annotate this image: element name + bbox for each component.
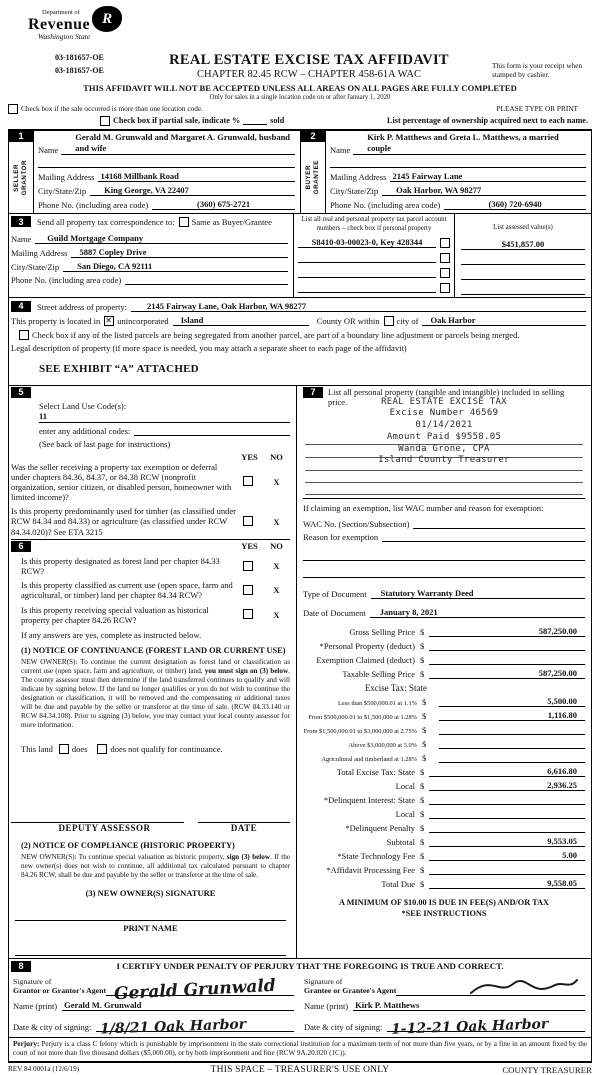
tier-2-label: From $500,000.01 to $1,500,000 at 1.28% bbox=[308, 713, 417, 721]
subtotal-field[interactable]: 9,553.05 bbox=[429, 836, 585, 847]
logo-dept-text: Department of bbox=[42, 9, 80, 16]
tier-2-field[interactable]: 1,116.80 bbox=[439, 710, 585, 721]
parcel-number-field-3[interactable] bbox=[298, 267, 436, 278]
dollar-sign: $ bbox=[420, 850, 425, 861]
seller-side-label: SELLER bbox=[12, 163, 20, 192]
partial-sale-percent-field[interactable] bbox=[243, 116, 267, 125]
parcel-personal-checkbox-3[interactable] bbox=[440, 268, 450, 278]
dollar-sign: $ bbox=[420, 836, 425, 847]
corr-csz-field[interactable]: San Diego, CA 92111 bbox=[63, 261, 288, 272]
same-as-buyer-label: Same as Buyer/Grantee bbox=[191, 216, 272, 227]
seller-name-field[interactable]: Gerald M. Grunwald and Margaret A. Grunwald, husband and wife bbox=[61, 132, 295, 155]
seller-csz-label: City/State/Zip bbox=[38, 186, 87, 197]
see-back-note: (See back of last page for instructions) bbox=[39, 438, 171, 449]
additional-codes-field[interactable] bbox=[134, 426, 290, 436]
logo-revenue-text: Revenue bbox=[28, 15, 91, 33]
form-number-1: 03-181657-OE bbox=[55, 53, 104, 62]
buyer-name-field[interactable]: Kirk P. Matthews and Greta L. Matthews, a married couple bbox=[353, 132, 586, 155]
treasurer-stamp bbox=[303, 397, 585, 467]
land-use-column bbox=[9, 386, 297, 958]
perjury-notice bbox=[9, 1037, 591, 1061]
buyer-address-field[interactable]: 2145 Fairway Lane bbox=[390, 171, 586, 182]
buyer-csz-field[interactable]: Oak Harbor, WA 98277 bbox=[382, 185, 586, 196]
s6-q1-no-answer[interactable]: X bbox=[273, 561, 280, 572]
street-address-field[interactable]: 2145 Fairway Lane, Oak Harbor, WA 98277 bbox=[131, 301, 586, 312]
date-of-document-field[interactable]: January 8, 2021 bbox=[370, 607, 585, 618]
s6-question-2: Is this property classified as current use (open space, farm and agricultural, or timber) land per chapter 84.34 RCW? bbox=[21, 580, 233, 601]
grantor-name-print-field[interactable]: Gerald M. Grunwald bbox=[62, 1000, 294, 1011]
form-title: REAL ESTATE EXCISE TAX AFFIDAVIT bbox=[169, 52, 449, 68]
please-type-note: PLEASE TYPE OR PRINT bbox=[496, 104, 578, 114]
dollar-sign: $ bbox=[422, 710, 427, 721]
buyer-side-label: BUYER bbox=[304, 165, 312, 190]
grantee-side-label: GRANTEE bbox=[313, 160, 320, 195]
city-of-label: city of bbox=[396, 315, 419, 326]
delinquent-interest-local-field[interactable] bbox=[429, 808, 585, 819]
deputy-date-field[interactable] bbox=[198, 812, 290, 823]
assessed-value-field-3[interactable] bbox=[461, 269, 585, 280]
street-address-label: Street address of property: bbox=[37, 301, 127, 312]
grantee-date-city-field[interactable] bbox=[387, 1015, 585, 1038]
does-label: does bbox=[71, 743, 88, 754]
state-technology-fee-label: *State Technology Fee bbox=[337, 850, 415, 861]
exemption-heading: If claiming an exemption, list WAC number and reason for exemption: bbox=[303, 502, 544, 513]
affidavit-processing-fee-field[interactable] bbox=[429, 864, 585, 875]
form-number-2: 03-181657-OE bbox=[55, 65, 104, 75]
tax-correspondence-section bbox=[9, 214, 591, 297]
certify-statement: I CERTIFY UNDER PENALTY OF PERJURY THAT THE FOREGOING IS TRUE AND CORRECT. bbox=[116, 961, 504, 972]
seller-address-label: Mailing Address bbox=[38, 172, 95, 183]
excise-tax-state-header: Excise Tax: State bbox=[364, 682, 427, 693]
parcel-number-field-4[interactable] bbox=[298, 282, 436, 293]
grantor-name-print-label: Name (print) bbox=[13, 1000, 58, 1011]
wac-number-field[interactable] bbox=[413, 519, 585, 529]
notice-continuance-text-bold: you must sign on (3) below bbox=[204, 666, 289, 675]
total-due-label: Total Due bbox=[381, 878, 415, 889]
this-land-label: This land bbox=[21, 743, 53, 754]
stamp-line-6: Island County Treasurer bbox=[378, 455, 510, 466]
grantee-date-city-label: Date & city of signing: bbox=[304, 1021, 383, 1032]
dollar-sign: $ bbox=[420, 654, 425, 665]
grantee-date-city-handwriting: 1-12-21 Oak Harbor bbox=[391, 1016, 549, 1038]
segregated-label: Check box if any of the listed parcels are being segregated from another parcel, are part of a boundary line adjustment or parcels being merged. bbox=[32, 329, 520, 340]
deputy-assessor-label: DEPUTY ASSESSOR bbox=[58, 822, 151, 833]
dor-r-mark-icon: R bbox=[92, 6, 122, 32]
tier-4-field[interactable] bbox=[439, 738, 585, 749]
subtotal-label: Subtotal bbox=[386, 836, 415, 847]
seller-name-label: Name bbox=[38, 145, 59, 156]
reason-exemption-field-3[interactable] bbox=[303, 567, 585, 578]
stamp-line-3: 01/14/2021 bbox=[415, 420, 473, 431]
grantor-side-label: GRANTOR bbox=[21, 160, 28, 196]
legal-description-label: Legal description of property (if more space is needed, you may attach a separate sheet to each page of the affidavit) bbox=[11, 342, 407, 353]
grantor-signature-handwriting: Gerald Grunwald bbox=[113, 975, 277, 1005]
buyer-phone-label: Phone No. (including area code) bbox=[330, 200, 441, 211]
stamp-line-4: Amount Paid $9558.05 bbox=[386, 431, 502, 442]
section-7-number: 7 bbox=[303, 387, 323, 398]
grantee-name-print-field[interactable]: Kirk P. Matthews bbox=[353, 1000, 585, 1011]
gross-selling-price-field[interactable]: 587,250.00 bbox=[429, 626, 585, 637]
assessed-value-field-4[interactable] bbox=[461, 284, 585, 295]
tier-1-field[interactable]: 5,500.00 bbox=[439, 696, 585, 707]
delinquent-penalty-field[interactable] bbox=[429, 822, 585, 833]
parcel-number-field-2[interactable] bbox=[298, 252, 436, 263]
dollar-sign: $ bbox=[422, 696, 427, 707]
multi-location-checkbox[interactable] bbox=[8, 104, 18, 114]
s6-question-3: Is this property receiving special valuation as historical property per chapter 84.26 RCW? bbox=[21, 604, 209, 625]
partial-sale-checkbox[interactable] bbox=[100, 116, 110, 126]
segregated-checkbox[interactable] bbox=[19, 330, 29, 340]
reason-exemption-field[interactable] bbox=[382, 532, 585, 542]
tax-computation-column bbox=[297, 386, 591, 958]
grantee-name-print-label: Name (print) bbox=[304, 1000, 349, 1011]
dollar-sign: $ bbox=[420, 766, 425, 777]
personal-property-label: List all personal property (tangible and intangible) included in selling price. bbox=[328, 386, 565, 408]
s6-question-1: Is this property designated as forest land per chapter 84.33 RCW? bbox=[21, 555, 220, 577]
new-owner-print-name-field[interactable] bbox=[15, 943, 286, 956]
dollar-sign: $ bbox=[420, 864, 425, 875]
deputy-date-label: DATE bbox=[230, 822, 258, 833]
corr-address-label: Mailing Address bbox=[11, 248, 68, 259]
delinquent-interest-local-label: Local bbox=[395, 808, 415, 819]
form-subtitle: CHAPTER 82.45 RCW – CHAPTER 458-61A WAC bbox=[197, 69, 421, 81]
city-checkbox[interactable] bbox=[384, 316, 394, 326]
type-of-document-field[interactable]: Statutory Warranty Deed bbox=[371, 588, 585, 599]
seller-phone-field[interactable]: (360) 675-2721 bbox=[152, 199, 295, 210]
state-technology-fee-field[interactable]: 5.00 bbox=[429, 850, 585, 861]
dollar-sign: $ bbox=[420, 794, 425, 805]
tier-5-label: Agricultural and timberland at 1.28% bbox=[321, 755, 417, 763]
additional-codes-label: enter any additional codes: bbox=[39, 425, 131, 436]
seller-phone-label: Phone No. (including area code) bbox=[38, 200, 149, 211]
type-of-document-label: Type of Document bbox=[303, 588, 367, 599]
grantor-date-city-label: Date & city of signing: bbox=[13, 1021, 92, 1032]
logo-state-text: Washington State bbox=[38, 31, 91, 41]
notice-compliance-text-post: . If the new owner(s) does not wish to continue, all additional tax calculated pursuant to chapter 84.26 RCW, shall be due and payable by the seller or transferor at the time of sale. bbox=[21, 852, 290, 879]
grantor-date-city-field[interactable] bbox=[96, 1015, 294, 1038]
partial-sale-label: Check box if partial sale, indicate % bbox=[113, 116, 241, 126]
notice-compliance-text-bold: sign (3) below bbox=[226, 852, 271, 861]
if-any-yes-note: If any answers are yes, complete as instructed below. bbox=[21, 629, 202, 640]
form-revision-number: REV 84 0001a (12/6/19) bbox=[8, 1064, 80, 1073]
dor-logo bbox=[28, 6, 592, 52]
tier-3-field[interactable] bbox=[439, 724, 585, 735]
buyer-phone-field[interactable]: (360) 720-6940 bbox=[444, 199, 586, 210]
delinquent-penalty-label: *Delinquent Penalty bbox=[345, 822, 415, 833]
perjury-text: Perjury is a class C felony which is punishable by imprisonment in the state correctional institution for a maximum term of not more than five years, or by a fine in an amount fixed by the court of not more than five thousand dollars ($5,000.00), or by both imprisonment and fine (RCW 9A.20.020 (1C)). bbox=[13, 1039, 588, 1058]
personal-property-deduct-field[interactable] bbox=[429, 640, 585, 651]
notice-continuance-text-post: . The county assessor must then determine if the land transferred continues to qualify and will indicate by signing below. If the land no longer qualifies or you do not wish to continue the designation or classification, it will be removed and the compensating or additional taxes will be due and payable by the seller or transferor at the time of sale. (RCW 84.33.140 or RCW 84.34.108). Prior to signing (3) below, you may contact your local county assessor for more information. bbox=[21, 666, 291, 729]
assessed-values-header: List assessed value(s) bbox=[493, 224, 553, 232]
s6-q3-no-answer[interactable]: X bbox=[273, 609, 280, 620]
treasurer-space-label: THIS SPACE – TREASURER'S USE ONLY bbox=[210, 1064, 390, 1075]
parcel-personal-checkbox-4[interactable] bbox=[440, 283, 450, 293]
grantee-signature-field[interactable] bbox=[396, 973, 585, 996]
print-name-label: PRINT NAME bbox=[123, 922, 178, 933]
s5-yes-header: YES bbox=[241, 451, 258, 462]
s5-q2-yes-checkbox[interactable] bbox=[243, 516, 253, 526]
total-excise-local-field[interactable]: 2,936.25 bbox=[429, 780, 585, 791]
tier-1-label: Less than $500,000.01 at 1.1% bbox=[338, 699, 417, 707]
parcel-numbers-header: List all real and personal property tax parcel account numbers – check box if personal property bbox=[301, 216, 447, 232]
s5-question-2: Is this property predominantly used for timber (as classified under RCW 84.34 and 84.33) or agriculture (as classified under RCW 84.34.020)? See ETA 3215 bbox=[11, 506, 236, 537]
dollar-sign: $ bbox=[422, 752, 427, 763]
stamp-line-1: REAL ESTATE EXCISE TAX bbox=[381, 396, 507, 407]
s5-question-1: Was the seller receiving a property tax exemption or deferral under chapters 84.36, 84.37, or 84.38 RCW (nonprofit organization, senior citizen, or disabled person, homeowner with limited income)? bbox=[11, 461, 232, 503]
parcel-number-field-1[interactable]: S8410-03-00023-0, Key 428344 bbox=[298, 237, 436, 248]
total-due-field[interactable]: 9,558.05 bbox=[429, 878, 585, 889]
city-field[interactable]: Oak Harbor bbox=[422, 315, 586, 326]
section-2-number: 2 bbox=[301, 131, 325, 142]
seller-csz-field[interactable]: King George, VA 22407 bbox=[90, 185, 295, 196]
seller-section bbox=[9, 131, 300, 213]
dollar-sign: $ bbox=[420, 822, 425, 833]
does-not-qualify-checkbox[interactable] bbox=[97, 744, 107, 754]
section-5-number: 5 bbox=[11, 387, 31, 398]
buyer-address-label: Mailing Address bbox=[330, 172, 387, 183]
s6-yes-header: YES bbox=[241, 541, 258, 552]
dollar-sign: $ bbox=[420, 780, 425, 791]
reason-exemption-field-2[interactable] bbox=[303, 550, 585, 561]
s5-q1-no-answer[interactable]: X bbox=[273, 476, 280, 487]
reason-exemption-label: Reason for exemption bbox=[303, 531, 379, 542]
corr-phone-label: Phone No. (including area code) bbox=[11, 275, 122, 286]
tier-5-field[interactable] bbox=[439, 752, 585, 763]
notice-compliance-text-pre: NEW OWNER(S): To continue special valuation as historic property, bbox=[21, 852, 227, 861]
new-owner-signature-label: (3) NEW OWNER(S) SIGNATURE bbox=[85, 887, 216, 898]
date-of-document-label: Date of Document bbox=[303, 607, 366, 618]
parcel-personal-checkbox-2[interactable] bbox=[440, 253, 450, 263]
dollar-sign: $ bbox=[420, 626, 425, 637]
grantee-signature-label-1: Signature of bbox=[304, 977, 343, 987]
s5-q2-no-answer[interactable]: X bbox=[273, 516, 280, 527]
partial-sale-sold-label: sold bbox=[270, 116, 285, 126]
total-excise-state-label: Total Excise Tax: State bbox=[336, 766, 415, 777]
section-1-number: 1 bbox=[9, 131, 33, 142]
affidavit-processing-fee-label: *Affidavit Processing Fee bbox=[326, 864, 415, 875]
section-3-number: 3 bbox=[11, 216, 31, 227]
wac-number-label: WAC No. (Section/Subsection) bbox=[303, 518, 410, 529]
grantor-signature-label-1: Signature of bbox=[13, 977, 52, 987]
total-excise-local-label: Local bbox=[395, 780, 415, 791]
grantor-date-city-handwriting: 1/8/21 Oak Harbor bbox=[100, 1016, 247, 1038]
s6-q2-yes-checkbox[interactable] bbox=[243, 585, 253, 595]
corr-name-label: Name bbox=[11, 234, 32, 245]
county-treasurer-label: COUNTY TREASURER bbox=[502, 1064, 592, 1075]
stamp-line-5: Wanda Grone, CPA bbox=[398, 443, 490, 454]
property-address-section bbox=[9, 298, 591, 386]
exemption-claimed-label: Exemption Claimed (deduct) bbox=[316, 654, 415, 665]
does-qualify-checkbox[interactable] bbox=[59, 744, 69, 754]
buyer-name-label: Name bbox=[330, 145, 351, 156]
gross-selling-price-label: Gross Selling Price bbox=[349, 626, 415, 637]
s5-no-header: NO bbox=[270, 451, 283, 462]
county-or-label: County OR within bbox=[316, 315, 380, 326]
dollar-sign: $ bbox=[420, 808, 425, 819]
notice-continuance-text-pre: NEW OWNER(S): To continue the current designation as forest land or classification as current use (open space, farm and agriculture, or timber) land, bbox=[21, 657, 290, 675]
send-correspondence-label: Send all property tax correspondence to: bbox=[37, 216, 175, 227]
s6-q2-no-answer[interactable]: X bbox=[273, 585, 280, 596]
buyer-extra-name-field[interactable] bbox=[330, 157, 586, 168]
land-use-code-field[interactable]: 11 bbox=[39, 411, 290, 423]
corr-address-field[interactable]: 5887 Copley Drive bbox=[71, 247, 288, 258]
s6-no-header: NO bbox=[270, 541, 283, 552]
notice-compliance-title: (2) NOTICE OF COMPLIANCE (HISTORIC PROPERTY) bbox=[21, 840, 235, 850]
s6-q1-yes-checkbox[interactable] bbox=[243, 561, 253, 571]
s6-q3-yes-checkbox[interactable] bbox=[243, 609, 253, 619]
stamp-line-2: Excise Number 46569 bbox=[389, 408, 499, 419]
section-8-number: 8 bbox=[11, 961, 31, 972]
ownership-note: List percentage of ownership acquired next to each name. bbox=[387, 116, 588, 126]
county-field[interactable]: Island bbox=[173, 315, 309, 326]
located-in-label: This property is located in bbox=[11, 315, 101, 326]
parcel-personal-checkbox-1[interactable] bbox=[440, 238, 450, 248]
multi-location-label: Check box if the sale occurred is more than one location code. bbox=[21, 104, 203, 114]
delinquent-interest-state-field[interactable] bbox=[429, 794, 585, 805]
see-instructions-note: *SEE INSTRUCTIONS bbox=[401, 909, 487, 919]
land-use-label: Select Land Use Code(s): bbox=[39, 400, 127, 411]
tier-3-label: From $1,500,000.01 to $3,000,000 at 2.75% bbox=[303, 727, 417, 735]
dollar-sign: $ bbox=[422, 724, 427, 735]
seller-address-field[interactable]: 14168 Millbank Road bbox=[98, 171, 295, 182]
assessed-value-field-2[interactable] bbox=[461, 254, 585, 265]
dollar-sign: $ bbox=[422, 738, 427, 749]
assessed-value-field-1[interactable]: $451,857.00 bbox=[461, 239, 585, 250]
grantee-signature-label-2: Grantee or Grantee's Agent bbox=[304, 986, 397, 995]
certification-section bbox=[9, 958, 591, 1061]
total-excise-state-field[interactable]: 6,616.80 bbox=[429, 766, 585, 777]
seller-extra-name-field[interactable] bbox=[38, 157, 295, 168]
unincorporated-label: unincorporated bbox=[117, 315, 169, 326]
does-not-label: does not qualify for continuance. bbox=[110, 743, 223, 754]
minimum-fee-note: A MINIMUM OF $10.00 IS DUE IN FEE(S) AND/OR TAX bbox=[338, 897, 550, 907]
exemption-claimed-field[interactable] bbox=[429, 654, 585, 665]
personal-property-deduct-label: *Personal Property (deduct) bbox=[319, 640, 415, 651]
perjury-bold: Perjury: bbox=[13, 1039, 40, 1048]
dollar-sign: $ bbox=[420, 668, 425, 679]
unincorporated-checkbox[interactable] bbox=[104, 316, 114, 326]
buyer-csz-label: City/State/Zip bbox=[330, 186, 379, 197]
legal-description-value[interactable]: SEE EXHIBIT “A” ATTACHED bbox=[39, 362, 199, 375]
same-as-buyer-checkbox[interactable] bbox=[179, 217, 189, 227]
grantor-signature-field[interactable] bbox=[106, 973, 294, 1005]
s5-q1-yes-checkbox[interactable] bbox=[243, 476, 253, 486]
deputy-assessor-signature-field[interactable] bbox=[11, 812, 184, 823]
tier-4-label: Above $3,000,000 at 3.0% bbox=[348, 741, 417, 749]
corr-csz-label: City/State/Zip bbox=[11, 262, 60, 273]
corr-phone-field[interactable] bbox=[125, 275, 288, 285]
only-for-note: Only for sales in a single location code on or after January 1, 2020 bbox=[209, 93, 391, 101]
buyer-section bbox=[300, 131, 591, 213]
grantor-signature-label-2: Grantor or Grantor's Agent bbox=[13, 986, 107, 995]
grantee-signature-scribble bbox=[469, 975, 579, 997]
taxable-selling-price-field[interactable]: 587,250.00 bbox=[429, 668, 585, 679]
receipt-note: This form is your receipt when stamped by cashier. bbox=[492, 61, 583, 80]
delinquent-interest-state-label: *Delinquent Interest: State bbox=[323, 794, 415, 805]
taxable-selling-price-label: Taxable Selling Price bbox=[342, 668, 415, 679]
dollar-sign: $ bbox=[420, 878, 425, 889]
new-owner-signature-field[interactable] bbox=[15, 908, 286, 921]
notice-continuance-title: (1) NOTICE OF CONTINUANCE (FOREST LAND OR CURRENT USE) bbox=[21, 645, 286, 655]
corr-name-field[interactable]: Guild Mortgage Company bbox=[35, 233, 288, 244]
form-warning: THIS AFFIDAVIT WILL NOT BE ACCEPTED UNLESS ALL AREAS ON ALL PAGES ARE FULLY COMPLETED bbox=[83, 82, 517, 93]
section-6-number: 6 bbox=[11, 541, 31, 552]
dollar-sign: $ bbox=[420, 640, 425, 651]
section-4-number: 4 bbox=[11, 301, 31, 312]
